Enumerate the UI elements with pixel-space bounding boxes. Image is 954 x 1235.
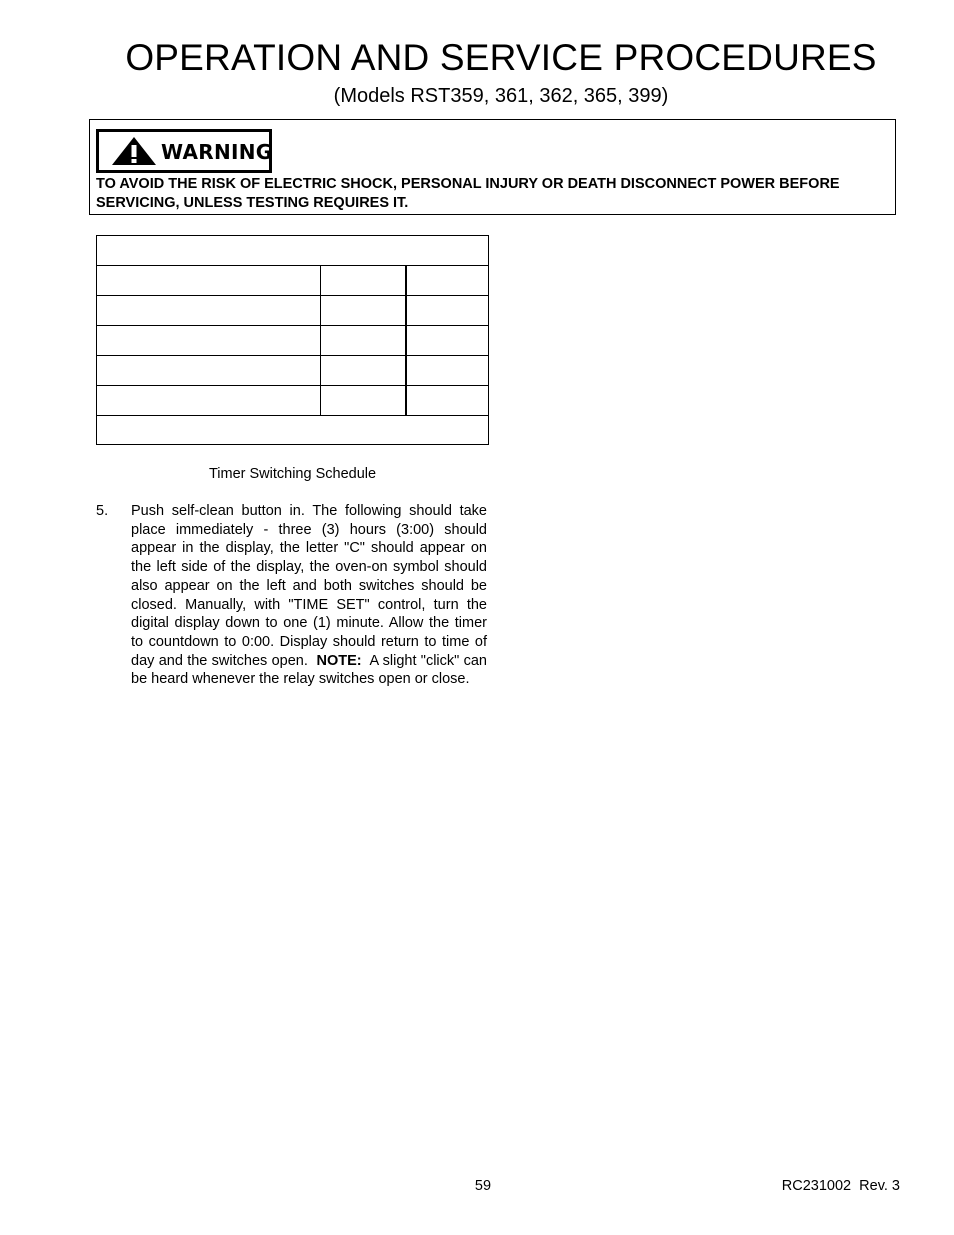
table-rule (488, 235, 489, 445)
table-rule (405, 265, 407, 415)
step-number: 5. (96, 503, 109, 519)
table-rule (96, 295, 489, 296)
document-id: RC231002 Rev. 3 (781, 1178, 900, 1194)
page-subtitle: (Models RST359, 361, 362, 365, 399) (333, 85, 669, 107)
table-rule (96, 355, 489, 356)
figure-caption: Timer Switching Schedule (208, 466, 377, 482)
exclamation-triangle-icon (111, 136, 157, 166)
warning-badge (96, 129, 272, 173)
timer-switching-table (96, 235, 489, 445)
warning-label: WARNING (161, 140, 273, 164)
table-rule (96, 235, 489, 236)
table-rule (96, 415, 489, 416)
note-text: A slight "click" can be heard whenever the relay switches open or close. (131, 652, 487, 688)
table-rule (96, 444, 489, 445)
step-body: Push self-clean button in. The following should take place immediately - three (3) hours (3:00) should appear in the display, the letter "C" should appear on the left side of the display, the oven-on symbol should also appear on the left and both switches should be closed. Manually, with "TIME SET" control, turn the digital display down to one (1) minute. Allow the timer to countdown to 0:00. Display should return to time of day and the switches open. (131, 503, 487, 669)
table-rule (96, 235, 97, 445)
page-number: 59 (474, 1178, 492, 1194)
table-rule (96, 325, 489, 326)
page-title: OPERATION AND SERVICE PROCEDURES (125, 37, 877, 78)
note-label: NOTE: (316, 652, 362, 669)
table-rule (320, 265, 321, 415)
warning-text: TO AVOID THE RISK OF ELECTRIC SHOCK, PERSONAL INJURY OR DEATH DISCONNECT POWER BEFORE SERVICING, UNLESS TESTING REQUIRES IT. (96, 176, 840, 211)
warning-box (89, 119, 896, 215)
table-rule (96, 265, 489, 266)
table-rule (96, 385, 489, 386)
step-text (131, 502, 487, 689)
